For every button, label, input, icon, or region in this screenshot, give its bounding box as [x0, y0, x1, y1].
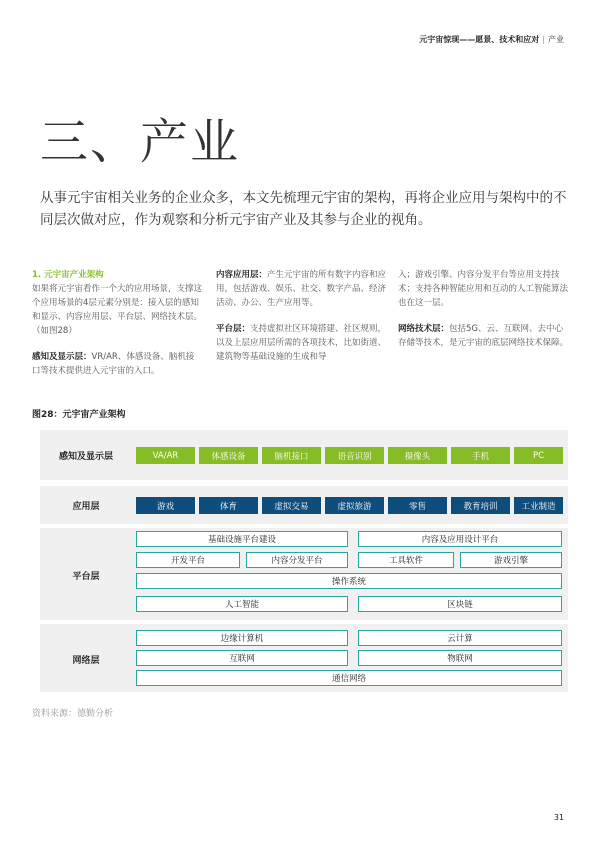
sensing-item: 脑机接口 [262, 447, 321, 464]
platform-infra: 基础设施平台建设 [136, 531, 348, 547]
running-header [419, 34, 564, 45]
application-item: 游戏 [136, 497, 195, 514]
layer-label-application: 应用层 [72, 502, 100, 512]
platform-tools: 工具软件 [358, 552, 454, 568]
page-number: 31 [553, 813, 564, 822]
header-section: 产业 [548, 35, 564, 44]
figure-title: 图28：元宇宙产业架构 [32, 410, 126, 420]
content-layer-text: 产生元宇宙的所有数字内容和应用，包括游戏、娱乐、社交、数字产品、经济活动、办公、生产应用等。 [216, 270, 387, 308]
column3-paragraph2 [398, 322, 570, 350]
platform-content-design: 内容及应用设计平台 [358, 531, 562, 547]
network-comm: 通信网络 [136, 670, 562, 686]
column2-paragraph1 [216, 268, 388, 310]
column3-paragraph1: 入；游戏引擎、内容分发平台等应用支持技术；支持各种智能应用和互动的人工智能算法也在这一层。 [398, 270, 569, 308]
network-cloud: 云计算 [358, 630, 562, 646]
content-layer-label: 内容应用层： [216, 270, 268, 280]
platform-dev: 开发平台 [136, 552, 240, 568]
text-column-2 [216, 268, 388, 376]
section-title: 三、产业 [40, 114, 241, 170]
layer-label-sensing: 感知及显示层 [58, 452, 113, 462]
platform-blockchain: 区块链 [358, 596, 562, 612]
header-separator: | [542, 35, 545, 44]
header-title: 元宇宙惊现——愿景、技术和应对 [419, 35, 540, 44]
network-internet: 互联网 [136, 650, 348, 666]
text-column-3 [398, 268, 570, 362]
network-edge: 边缘计算机 [136, 630, 348, 646]
figure-source: 资料来源：德勤分析 [32, 709, 114, 719]
layer-label-platform: 平台层 [72, 572, 100, 582]
platform-os: 操作系统 [136, 573, 562, 589]
application-item: 虚拟交易 [262, 497, 321, 514]
platform-distribution: 内容分发平台 [246, 552, 348, 568]
sensing-item: 语音识别 [325, 447, 384, 464]
platform-layer-text: 支持虚拟社区环境搭建、社区规则，以及上层应用层所需的各项技术，比如街道、建筑物等基础设施的生成和导 [216, 324, 387, 362]
application-item: 教育培训 [451, 497, 510, 514]
intro-paragraph: 从事元宇宙相关业务的企业众多，本文先梳理元宇宙的架构，再将企业应用与架构中的不同层次做对应，作为观察和分析元宇宙产业及其参与企业的视角。 [40, 190, 567, 228]
subsection-heading: 1. 元宇宙产业架构 [32, 270, 104, 280]
application-item: 零售 [388, 497, 447, 514]
layer-sensing [40, 430, 568, 480]
column1-paragraph2 [32, 350, 202, 378]
layer-network [40, 624, 568, 692]
sensing-item: 体感设备 [199, 447, 258, 464]
sensing-item: VA/AR [136, 447, 195, 464]
layer-label-network: 网络层 [72, 656, 100, 666]
application-item: 虚拟旅游 [325, 497, 384, 514]
platform-engine: 游戏引擎 [460, 552, 562, 568]
column2-paragraph2 [216, 322, 388, 364]
network-layer-text: 包括5G、云、互联网、去中心存储等技术，是元宇宙的底层网络技术保障。 [398, 324, 569, 348]
network-layer-label: 网络技术层： [398, 324, 450, 334]
layer-platform [40, 528, 568, 620]
sensing-layer-text: VR/AR、体感设备、脑机接口等技术提供进入元宇宙的入口。 [32, 352, 195, 376]
application-item: 工业制造 [514, 497, 563, 514]
platform-layer-label: 平台层： [216, 324, 251, 334]
sensing-item: PC [514, 447, 563, 464]
network-iot: 物联网 [358, 650, 562, 666]
layer-application [40, 486, 568, 524]
column1-paragraph1: 如果将元宇宙看作一个大的应用场景，支撑这个应用场景的4层元素分别是：接入层的感知和显示、内容应用层、平台层、网络技术层。（如图28） [32, 284, 203, 336]
sensing-layer-label: 感知及显示层： [32, 352, 92, 362]
sensing-item: 摄像头 [388, 447, 447, 464]
sensing-item: 手机 [451, 447, 510, 464]
platform-ai: 人工智能 [136, 596, 348, 612]
application-item: 体育 [199, 497, 258, 514]
text-column-1 [32, 268, 202, 390]
